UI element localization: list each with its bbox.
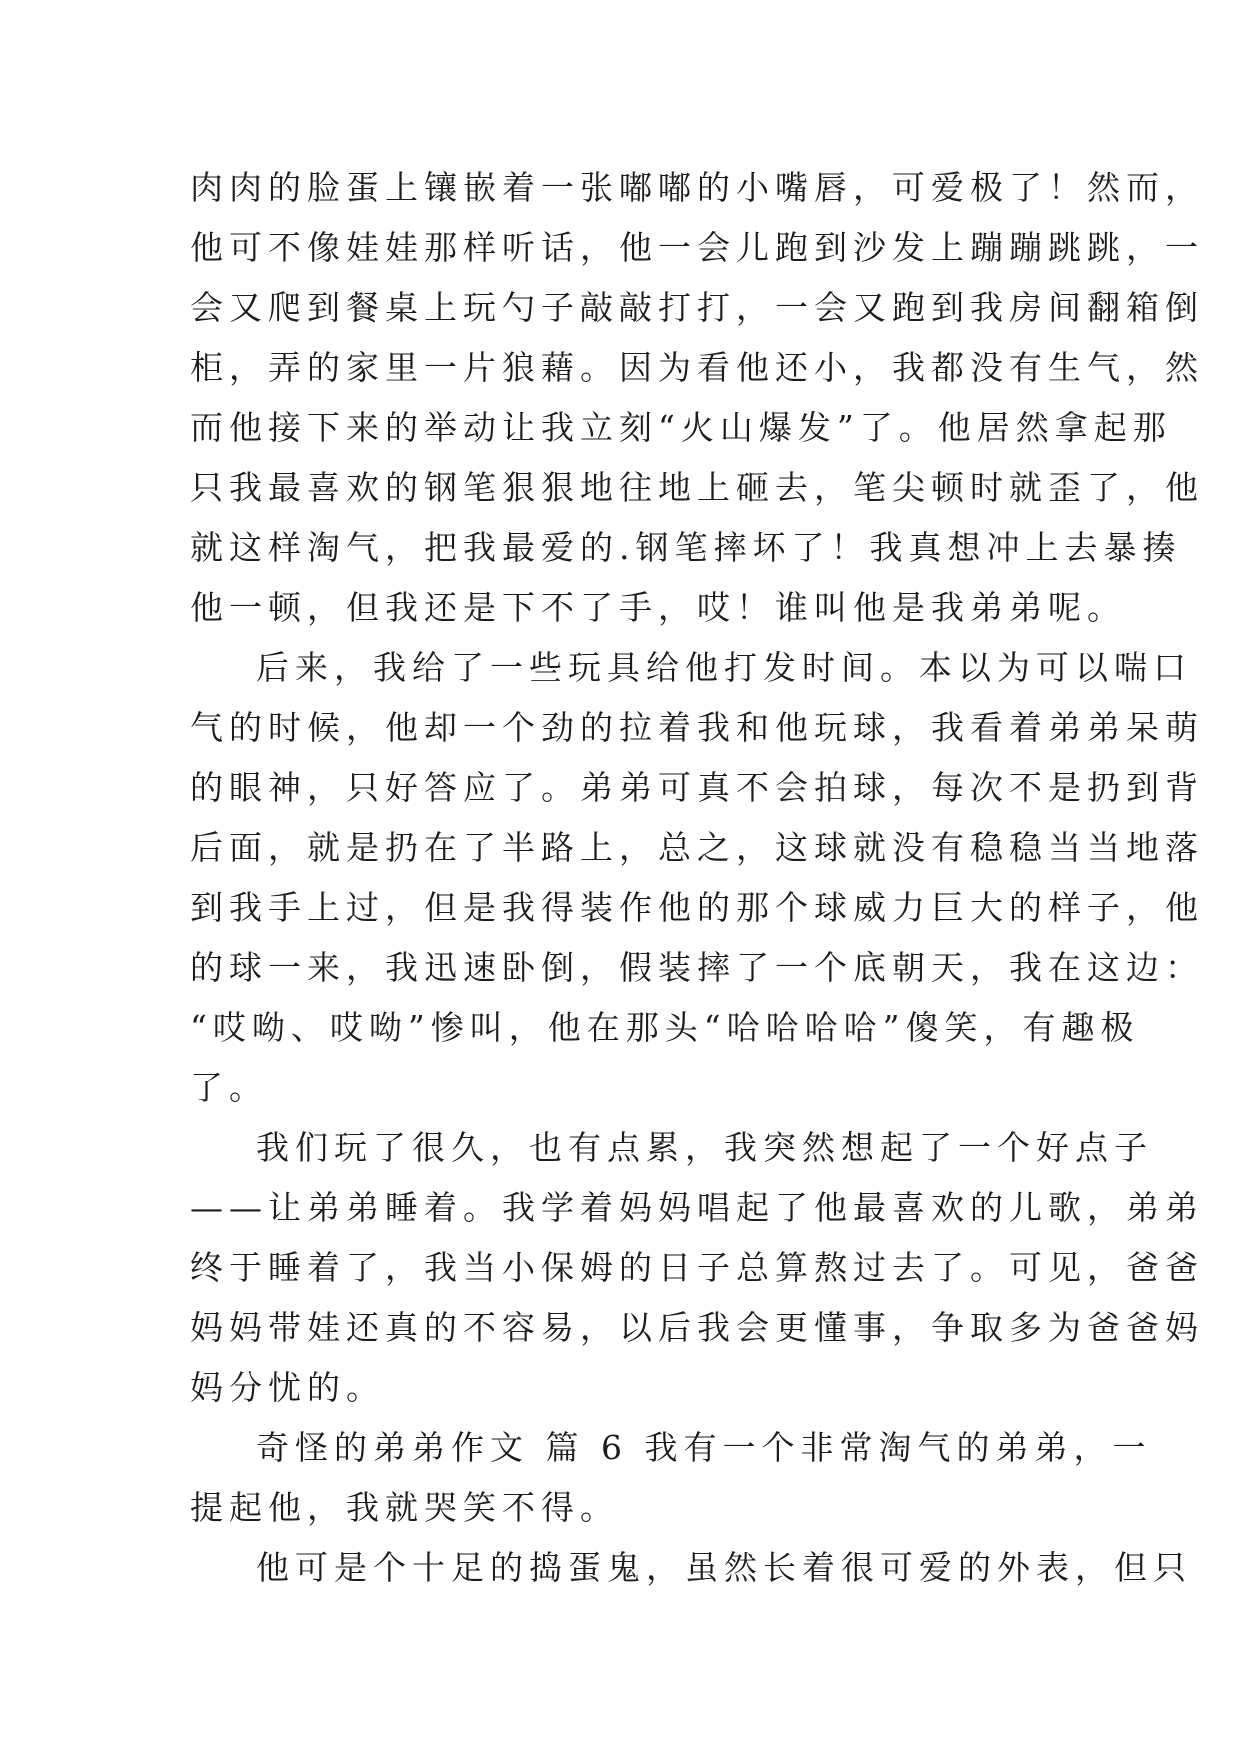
text-line: 的球一来，我迅速卧倒，假装摔了一个底朝天，我在这边： xyxy=(190,948,1204,987)
text-line: 柜，弄的家里一片狼藉。因为看他还小，我都没有生气，然 xyxy=(190,348,1204,387)
text-line: 的眼神，只好答应了。弟弟可真不会拍球，每次不是扔到背 xyxy=(190,768,1204,807)
paragraph-first-line: 我们玩了很久，也有点累，我突然想起了一个好点子 xyxy=(256,1128,1153,1167)
paragraph-first-line: 奇怪的弟弟作文 篇 6 我有一个非常淘气的弟弟，一 xyxy=(256,1428,1152,1467)
text-line: 会又爬到餐桌上玩勺子敲敲打打，一会又跑到我房间翻箱倒 xyxy=(190,288,1204,327)
text-line: 只我最喜欢的钢笔狠狠地往地上砸去，笔尖顿时就歪了，他 xyxy=(190,468,1204,507)
text-line: 妈妈带娃还真的不容易，以后我会更懂事，争取多为爸爸妈 xyxy=(190,1308,1204,1347)
text-line: ——让弟弟睡着。我学着妈妈唱起了他最喜欢的儿歌，弟弟 xyxy=(190,1188,1204,1227)
paragraph-first-line: 他可是个十足的捣蛋鬼，虽然长着很可爱的外表，但只 xyxy=(256,1548,1192,1587)
text-line: 肉肉的脸蛋上镶嵌着一张嘟嘟的小嘴唇，可爱极了！然而， xyxy=(190,168,1204,207)
text-line: 了。 xyxy=(190,1068,268,1107)
text-line: 后面，就是扔在了半路上，总之，这球就没有稳稳当当地落 xyxy=(190,828,1204,867)
paragraph-first-line: 后来，我给了一些玩具给他打发时间。本以为可以喘口 xyxy=(256,648,1192,687)
text-line: 妈分忧的。 xyxy=(190,1368,385,1407)
text-line: 终于睡着了，我当小保姆的日子总算熬过去了。可见，爸爸 xyxy=(190,1248,1204,1287)
text-line: 提起他，我就哭笑不得。 xyxy=(190,1488,619,1527)
text-line: 气的时候，他却一个劲的拉着我和他玩球，我看着弟弟呆萌 xyxy=(190,708,1204,747)
essay-text xyxy=(190,158,1204,1598)
text-line: 他一顿，但我还是下不了手，哎！谁叫他是我弟弟呢。 xyxy=(190,588,1126,627)
text-line: 就这样淘气，把我最爱的.钢笔摔坏了！我真想冲上去暴揍 xyxy=(190,528,1182,567)
text-line: 他可不像娃娃那样听话，他一会儿跑到沙发上蹦蹦跳跳，一 xyxy=(190,228,1204,267)
text-line: 到我手上过，但是我得装作他的那个球威力巨大的样子，他 xyxy=(190,888,1204,927)
text-line: “哎呦、哎呦”惨叫，他在那头“哈哈哈哈”傻笑，有趣极 xyxy=(190,1008,1140,1047)
text-line: 而他接下来的举动让我立刻“火山爆发”了。他居然拿起那 xyxy=(190,408,1172,447)
